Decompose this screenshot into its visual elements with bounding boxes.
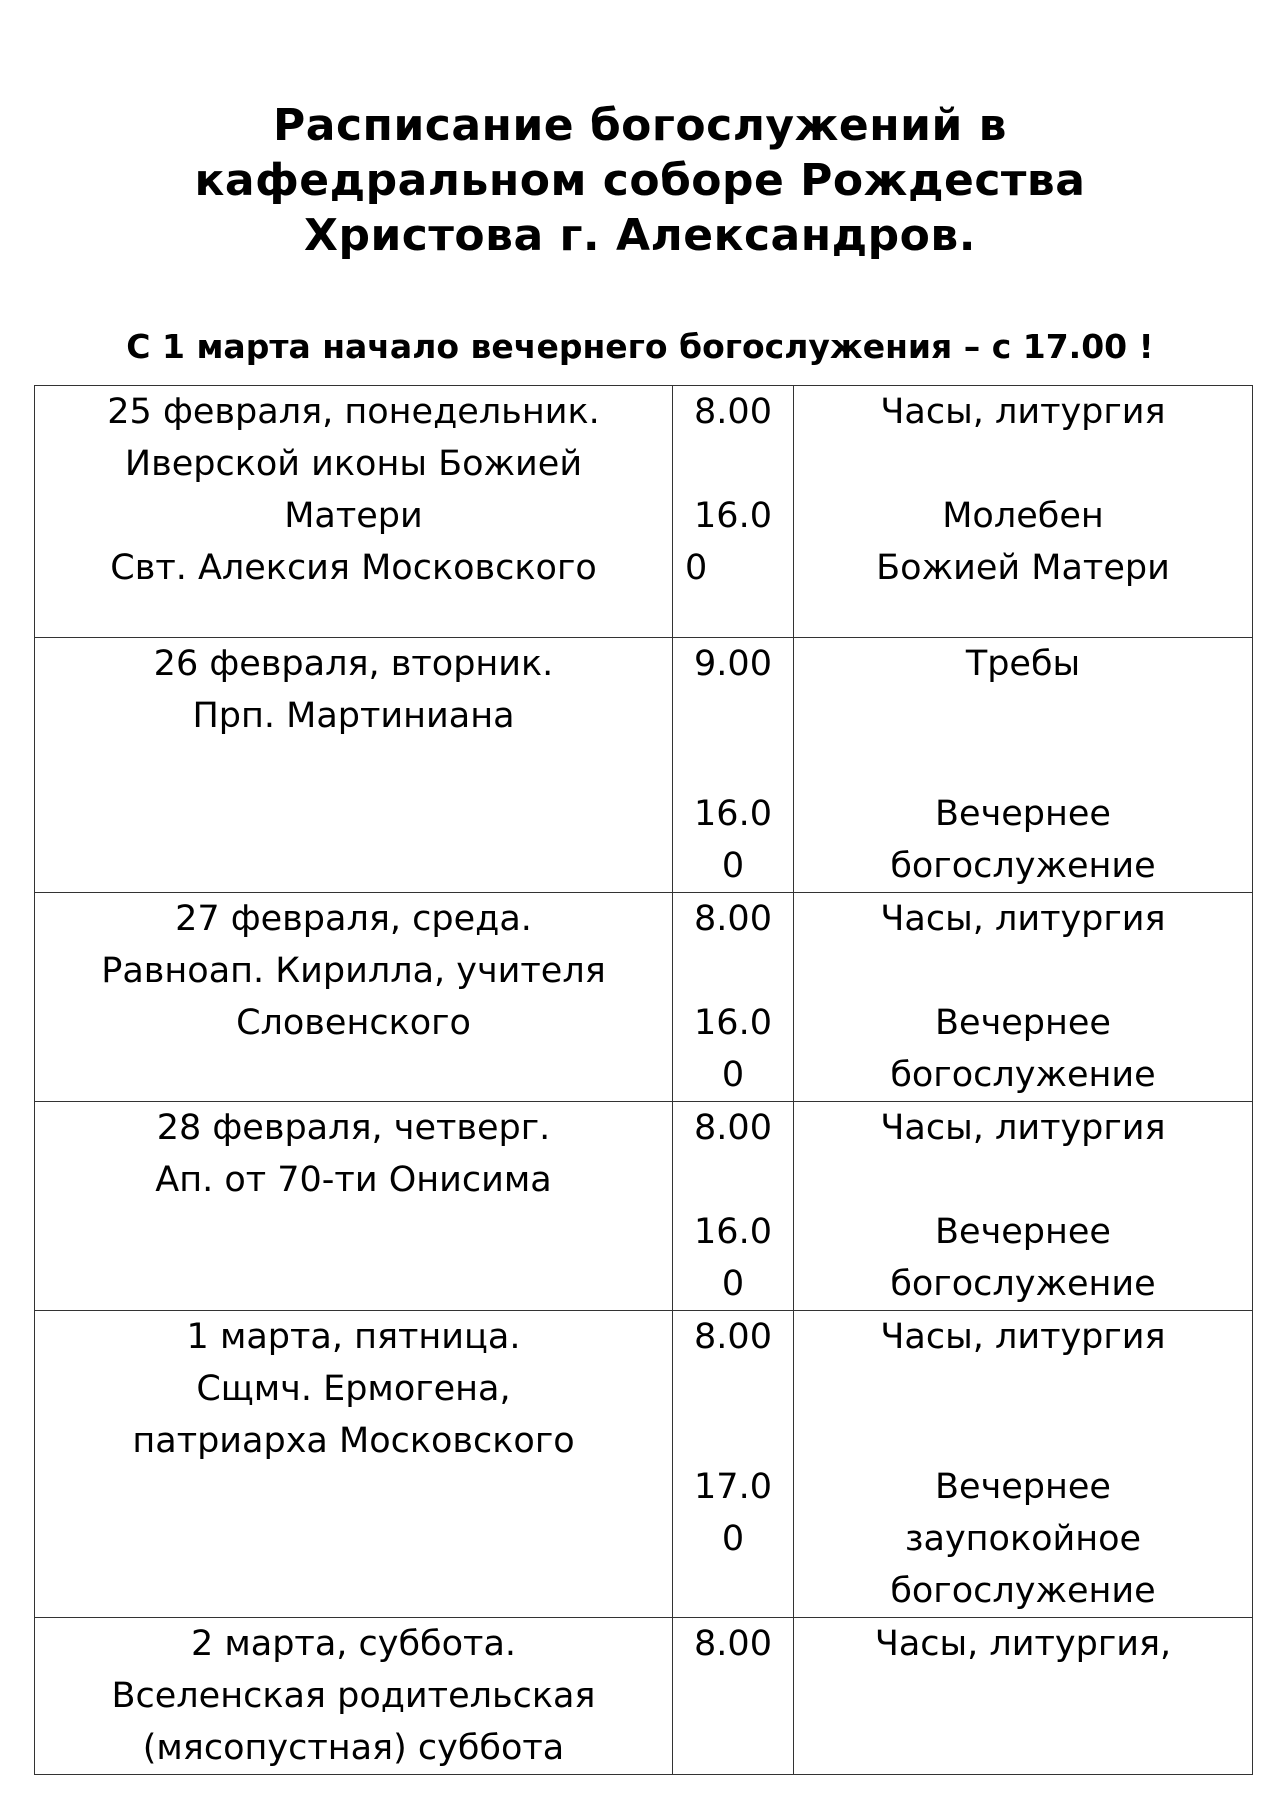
schedule-notice: С 1 марта начало вечернего богослужения – с 17.00 ! xyxy=(126,327,1154,366)
table-row xyxy=(35,1618,1253,1775)
date-cell xyxy=(35,1311,673,1618)
service-name: Часы, литургия, xyxy=(874,1624,1172,1664)
service-cell xyxy=(794,1618,1253,1775)
feast-label: Вселенская родительская xyxy=(111,1676,596,1716)
service-name: Часы, литургия xyxy=(880,899,1166,939)
date-cell xyxy=(35,1618,673,1775)
date-cell xyxy=(35,1102,673,1311)
day-label: 25 февраля, понедельник. xyxy=(107,392,600,432)
time-cell xyxy=(673,1311,794,1618)
schedule-table xyxy=(34,385,1253,1775)
service-name: Требы xyxy=(965,644,1081,684)
table-row xyxy=(35,893,1253,1102)
service-time: 8.00 xyxy=(694,1624,772,1664)
service-time: 17.0 xyxy=(694,1467,772,1507)
day-label: 2 марта, суббота. xyxy=(190,1624,517,1664)
feast-label: Матери xyxy=(284,496,423,536)
service-name: Часы, литургия xyxy=(880,1317,1166,1357)
service-time: 8.00 xyxy=(694,392,772,432)
time-cell xyxy=(673,1618,794,1775)
service-name: богослужение xyxy=(890,1264,1156,1304)
service-name: Часы, литургия xyxy=(880,392,1166,432)
service-time: 8.00 xyxy=(694,1108,772,1148)
service-name: Вечернее xyxy=(935,1467,1111,1507)
feast-label: Ап. от 70-ти Онисима xyxy=(155,1160,552,1200)
service-cell xyxy=(794,1102,1253,1311)
service-time: 16.0 xyxy=(694,1212,772,1252)
service-time: 8.00 xyxy=(694,1317,772,1357)
feast-label: Иверской иконы Божией xyxy=(124,444,583,484)
title-line-1: Расписание богослужений в xyxy=(273,100,1007,151)
service-time: 16.0 xyxy=(694,496,772,536)
time-cell xyxy=(673,1102,794,1311)
service-time: 16.0 xyxy=(694,794,772,834)
table-row xyxy=(35,1102,1253,1311)
feast-label: Словенского xyxy=(236,1003,471,1043)
service-time: 16.0 xyxy=(694,1003,772,1043)
time-cell xyxy=(673,893,794,1102)
date-cell xyxy=(35,893,673,1102)
feast-label: патриарха Московского xyxy=(132,1421,575,1461)
service-cell xyxy=(794,1311,1253,1618)
service-name: богослужение xyxy=(890,1055,1156,1095)
page-title xyxy=(0,98,1280,263)
service-cell xyxy=(794,893,1253,1102)
service-name: Молебен xyxy=(942,496,1104,536)
service-time: 0 xyxy=(721,1519,745,1559)
table-row xyxy=(35,638,1253,893)
service-time: 9.00 xyxy=(694,644,772,684)
service-name: Вечернее xyxy=(935,1212,1111,1252)
service-cell xyxy=(794,386,1253,638)
service-time: 8.00 xyxy=(694,899,772,939)
feast-label: (мясопустная) суббота xyxy=(142,1728,565,1768)
feast-label: Равноап. Кирилла, учителя xyxy=(101,951,606,991)
feast-label: Сщмч. Ермогена, xyxy=(196,1369,511,1409)
service-cell xyxy=(794,638,1253,893)
time-cell xyxy=(673,386,794,638)
service-time: 0 xyxy=(685,548,708,588)
title-line-2: кафедральном соборе Рождества xyxy=(194,155,1086,206)
service-name: богослужение xyxy=(890,1571,1156,1611)
service-name: богослужение xyxy=(890,846,1156,886)
table-row xyxy=(35,386,1253,638)
service-time: 0 xyxy=(721,1264,745,1304)
service-time: 0 xyxy=(721,1055,745,1095)
service-name: Вечернее xyxy=(935,794,1111,834)
date-cell xyxy=(35,638,673,893)
service-name: Вечернее xyxy=(935,1003,1111,1043)
feast-label: Прп. Мартиниана xyxy=(192,696,515,736)
service-time: 0 xyxy=(721,846,745,886)
service-name: Часы, литургия xyxy=(880,1108,1166,1148)
time-cell xyxy=(673,638,794,893)
service-name: заупокойное xyxy=(904,1519,1142,1559)
feast-label: Свт. Алексия Московского xyxy=(110,548,597,588)
day-label: 28 февраля, четверг. xyxy=(156,1108,551,1148)
day-label: 1 марта, пятница. xyxy=(186,1317,521,1357)
title-line-3: Христова г. Александров. xyxy=(304,210,976,261)
day-label: 26 февраля, вторник. xyxy=(153,644,554,684)
service-name: Божией Матери xyxy=(876,548,1170,588)
table-row xyxy=(35,1311,1253,1618)
day-label: 27 февраля, среда. xyxy=(175,899,532,939)
date-cell xyxy=(35,386,673,638)
